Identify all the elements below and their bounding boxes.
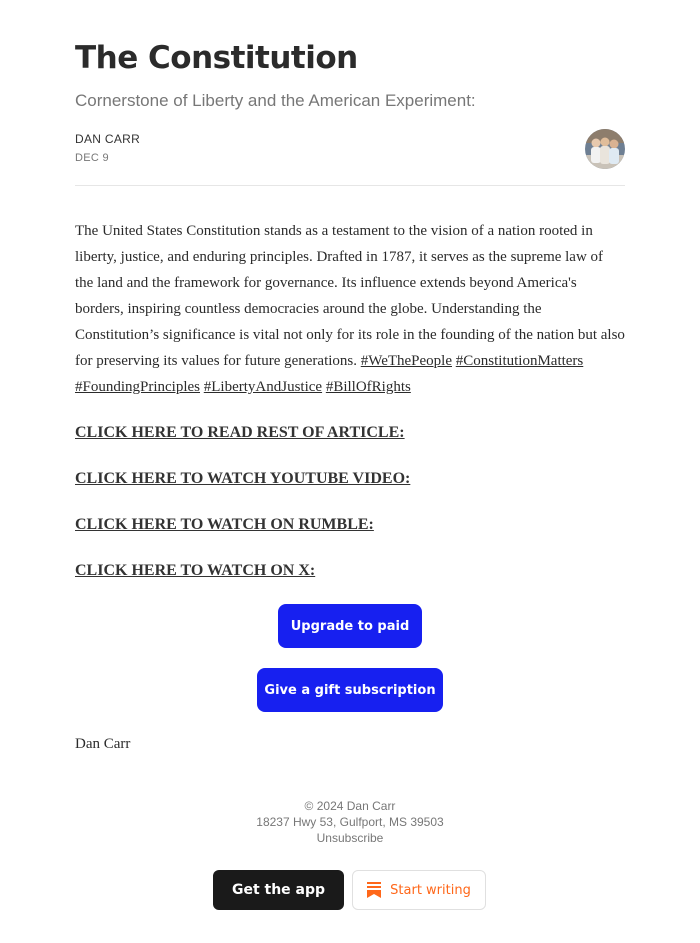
avatar-photo-icon [585, 129, 625, 169]
hashtag-billofrights[interactable]: #BillOfRights [325, 379, 411, 395]
signature: Dan Carr [75, 736, 131, 752]
header-divider [75, 185, 625, 186]
hashtag-foundingprinciples[interactable]: #FoundingPrinciples [75, 379, 201, 395]
gift-subscription-button[interactable]: Give a gift subscription [257, 668, 443, 712]
x-video-link[interactable]: CLICK HERE TO WATCH ON X: [75, 562, 316, 579]
substack-bookmark-icon [367, 882, 381, 898]
post-subtitle: Cornerstone of Liberty and the American Experiment: [75, 91, 476, 110]
youtube-video-link[interactable]: CLICK HERE TO WATCH YOUTUBE VIDEO: [75, 470, 411, 487]
unsubscribe-link [0, 831, 700, 845]
upgrade-to-paid-button[interactable]: Upgrade to paid [278, 604, 422, 648]
read-article-link[interactable]: CLICK HERE TO READ REST OF ARTICLE: [75, 424, 405, 441]
author-name[interactable]: DAN CARR [75, 132, 141, 146]
unsubscribe-link-text[interactable]: Unsubscribe [316, 831, 384, 845]
get-the-app-button[interactable]: Get the app [213, 870, 344, 910]
rumble-video-link[interactable]: CLICK HERE TO WATCH ON RUMBLE: [75, 516, 374, 533]
author-avatar[interactable] [585, 129, 625, 169]
post-body-paragraph: The United States Constitution stands as a testament to the vision of a nation rooted in liberty, justice, and enduring principles. Drafted in 1787, it serves as the supreme law of the land and the framework for governance. Its influence extends beyond America's borders, inspiring countless democracies around the globe. Understanding the Constitution’s significance is vital not only for its role in the founding of the nation but also for preserving its values for future generations. [75, 223, 625, 369]
hashtag-libertyandjustice[interactable]: #LibertyAndJustice [203, 379, 323, 395]
start-writing-button[interactable] [352, 870, 486, 910]
start-writing-label: Start writing [390, 882, 471, 898]
footer-address: 18237 Hwy 53, Gulfport, MS 39503 [256, 815, 444, 829]
hashtag-wethepeople[interactable]: #WeThePeople [360, 353, 453, 369]
post-date: DEC 9 [75, 152, 109, 164]
post-title[interactable]: The Constitution [75, 40, 358, 76]
footer-copyright: © 2024 Dan Carr [304, 799, 396, 813]
hashtag-constitutionmatters[interactable]: #ConstitutionMatters [455, 353, 584, 369]
post-body [75, 218, 625, 400]
